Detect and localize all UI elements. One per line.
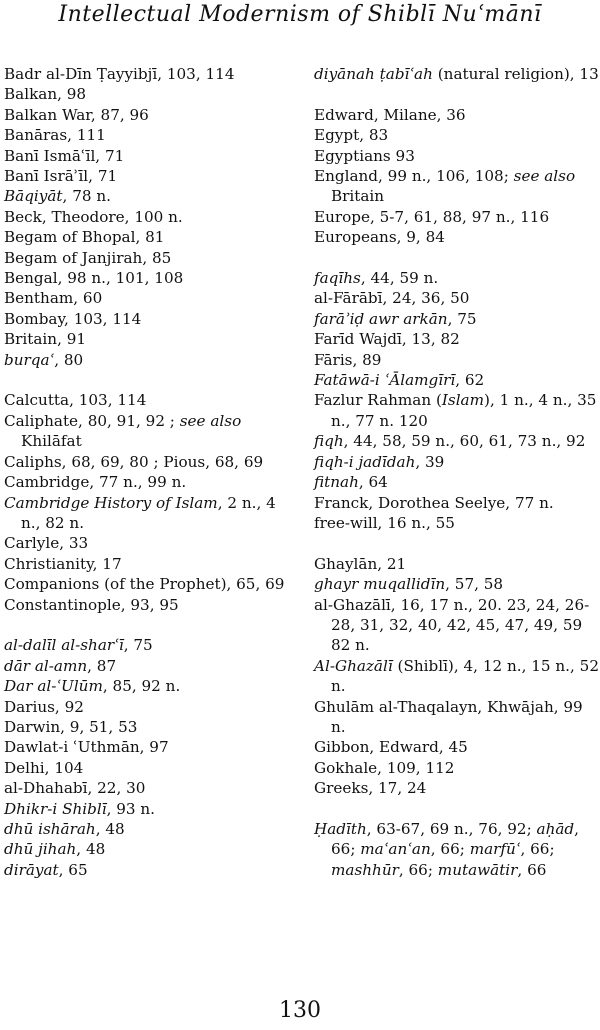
index-entry [314,493,600,513]
index-term-italic: Al-Ghazālī [314,656,393,675]
index-entry [4,595,294,615]
index-text: al-Ghazālī, 16, 17 n., 20. 23, 24, 26-28, 31, 32, 40, 42, 45, 47, 49, 59 82 n. [314,595,590,655]
index-term-italic: Dhikr-i Shiblī [4,799,107,818]
index-entry [314,146,600,166]
index-entry [4,758,294,778]
index-term-italic: marfūʿ [469,840,521,859]
index-text: Egypt, 83 [314,126,389,145]
index-text: Gibbon, Edward, 45 [314,738,468,757]
index-text: Britain, 91 [4,330,87,349]
index-term-italic: dirāyat [4,860,59,879]
index-text: Darius, 92 [4,697,84,716]
index-term-italic: aḥād [536,819,575,838]
index-entry [314,554,600,574]
index-entry [4,84,294,104]
index-entry [4,227,294,247]
index-term-italic: mashhūr [331,860,399,879]
index-text: , 66; [430,840,470,859]
index-text: Banī Isrāʾīl, 71 [4,167,118,186]
index-entry [4,799,294,819]
index-entry [4,717,294,737]
index-entry [4,411,294,452]
index-entry [314,227,600,247]
index-entry [4,105,294,125]
index-term-italic: al-dalīl al-sharʿī [4,636,124,655]
letter-group-spacer [4,370,294,390]
index-term-italic: Islam [441,391,485,410]
index-entry [4,268,294,288]
index-text: Edward, Milane, 36 [314,105,466,124]
index-text: Beck, Theodore, 100 n. [4,207,183,226]
index-column-right [314,64,600,880]
index-text: Bombay, 103, 114 [4,309,142,328]
index-term-italic: fiqh-i jadīdah [314,452,416,471]
index-text: Caliphate, 80, 91, 92 ; [4,411,180,430]
index-text: (natural religion), 13 [432,65,599,83]
index-entry [4,288,294,308]
index-entry [314,737,600,757]
index-text: Bentham, 60 [4,289,103,308]
index-entry [314,595,600,656]
index-text: Khilāfat [21,432,82,451]
index-entry [4,207,294,227]
index-entry [4,166,294,186]
index-text: Carlyle, 33 [4,534,89,553]
index-text: Franck, Dorothea Seelye, 77 n. [314,493,554,512]
index-term-italic: Bāqiyāt [4,187,63,206]
index-entry [314,574,600,594]
index-term-italic: maʿanʿan [360,840,431,859]
index-text: Delhi, 104 [4,758,84,777]
letter-group-spacer [4,615,294,635]
index-entry [314,64,600,84]
index-term-italic: fiqh [314,432,344,451]
index-text: Britain [331,187,385,206]
index-entry [4,125,294,145]
index-entry [4,819,294,839]
index-text: , 62 [455,371,485,390]
page-number: 130 [279,998,321,1023]
index-entry [4,309,294,329]
index-entry [4,860,294,880]
index-text: Calcutta, 103, 114 [4,391,147,410]
index-text: , 85, 92 n. [102,677,181,696]
index-entry [4,248,294,268]
index-text: Caliphs, 68, 69, 80 ; Pious, 68, 69 [4,452,264,471]
index-term-italic: faqīhs [314,269,361,288]
letter-group-spacer [314,248,600,268]
index-text: , 39 [415,452,445,471]
index-term-italic: dār al-amn [4,656,88,675]
index-text: Balkan War, 87, 96 [4,105,149,124]
index-term-italic: dhū ishārah [4,820,96,838]
index-entry [314,309,600,329]
index-term-italic: dhū jihah [4,840,77,859]
index-entry [314,778,600,798]
index-text: Ghulām al-Thaqalayn, Khwājah, 99 n. [314,697,583,736]
index-text: Cambridge, 77 n., 99 n. [4,473,187,492]
index-text: , 44, 58, 59 n., 60, 61, 73 n., 92 [343,432,586,451]
letter-group-spacer [314,799,600,819]
index-text: Banāras, 111 [4,126,106,145]
index-text: Greeks, 17, 24 [314,779,427,798]
index-entry [4,350,294,370]
letter-group-spacer [314,533,600,553]
index-term-italic: burqaʿ [4,350,55,369]
index-text: England, 99 n., 106, 108; [314,167,514,186]
index-entry [4,656,294,676]
index-entry [314,105,600,125]
index-entry [4,554,294,574]
index-text: , 78 n. [62,187,111,206]
index-entry [314,207,600,227]
index-text: , 66; [520,840,555,859]
index-text: Gokhale, 109, 112 [314,758,455,777]
index-text: Dawlat-i ʿUthmān, 97 [4,738,169,757]
index-entry [314,125,600,145]
index-text: Fāris, 89 [314,350,382,369]
index-term-italic: diyānah ṭabīʿah [314,65,433,83]
index-entry [4,574,294,594]
index-term-italic: ghayr muqallidīn [314,575,446,594]
index-column-left [4,64,294,880]
index-entry [4,452,294,472]
index-text: , 66; [331,819,579,859]
index-entry [314,288,600,308]
index-text: Europe, 5-7, 61, 88, 97 n., 116 [314,207,550,226]
index-entry [314,452,600,472]
index-text: , 48 [95,820,125,838]
index-text: , 64 [358,473,388,492]
index-entry [314,329,600,349]
index-text: Egyptians 93 [314,146,415,165]
index-text: Bengal, 98 n., 101, 108 [4,269,184,288]
index-text: Balkan, 98 [4,85,87,104]
running-head: Intellectual Modernism of Shiblī Nuʿmānī [58,2,542,27]
index-text: Fazlur Rahman ( [314,391,442,410]
index-text: Badr al-Dīn Ṭayyibjī, 103, 114 [4,65,235,83]
index-entry [4,493,294,534]
index-entry [4,778,294,798]
index-term-italic: Fatāwā-i ʿĀlamgīrī [314,371,456,390]
index-text: , 65 [58,860,88,879]
index-text: , 44, 59 n. [360,269,439,288]
index-entry [314,513,600,533]
index-text: Christianity, 17 [4,554,122,573]
index-text: Companions (of the Prophet), 65, 69 [4,575,285,594]
index-text: , 80 [54,350,84,369]
index-term-italic: farāʾiḍ awr arkān [314,309,448,328]
index-text: free-will, 16 n., 55 [314,513,455,532]
index-text: Begam of Bhopal, 81 [4,228,165,247]
index-text: Ghaylān, 21 [314,554,407,573]
index-text: , 75 [123,636,153,655]
index-text: , 48 [76,840,106,859]
index-entry [314,350,600,370]
index-entry [4,839,294,859]
index-text: (Shiblī), 4, 12 n., 15 n., 52 n. [331,656,599,696]
index-entry [4,329,294,349]
index-term-italic: mutawātir [437,860,518,879]
letter-group-spacer [314,84,600,104]
index-text: , 2 n., 4 n., 82 n. [21,493,276,532]
index-entry [4,635,294,655]
index-text: , 87 [87,656,117,675]
index-entry [4,472,294,492]
index-entry [4,737,294,757]
index-term-italic: Dar al-ʿUlūm [4,677,103,696]
index-text: ), 1 n., 4 n., 35 n., 77 n. 120 [331,391,597,430]
index-entry [314,819,600,880]
index-entry [314,656,600,697]
index-text: al-Fārābī, 24, 36, 50 [314,289,470,308]
index-term-italic: see also [179,411,242,430]
index-text: , 66; [398,860,438,879]
index-text: , 63-67, 69 n., 76, 92; [366,819,537,838]
index-entry [314,166,600,207]
index-text: al-Dhahabī, 22, 30 [4,779,146,798]
index-text: Farīd Wajdī, 13, 82 [314,330,460,349]
index-entry [314,268,600,288]
index-entry [4,533,294,553]
index-text: , 57, 58 [445,575,504,594]
index-entry [314,697,600,738]
index-term-italic: Cambridge History of Islam [4,493,218,512]
index-term-italic: see also [513,167,576,186]
index-text: , 93 n. [106,799,155,818]
index-entry [4,697,294,717]
index-entry [314,431,600,451]
index-text: , 75 [447,309,477,328]
index-text: Europeans, 9, 84 [314,228,445,247]
index-entry [314,758,600,778]
index-entry [314,390,600,431]
index-term-italic: Ḥadīth [314,819,367,838]
index-text: Begam of Janjirah, 85 [4,248,172,267]
index-entry [4,186,294,206]
index-entry [4,146,294,166]
index-entry [4,64,294,84]
index-text: , 66 [517,860,547,879]
index-entry [4,390,294,410]
index-entry [314,472,600,492]
index-entry [314,370,600,390]
index-term-italic: fitnah [314,473,359,492]
index-text: Banī Ismāʿīl, 71 [4,146,125,165]
index-entry [4,676,294,696]
index-text: Constantinople, 93, 95 [4,595,179,614]
index-text: Darwin, 9, 51, 53 [4,717,138,736]
